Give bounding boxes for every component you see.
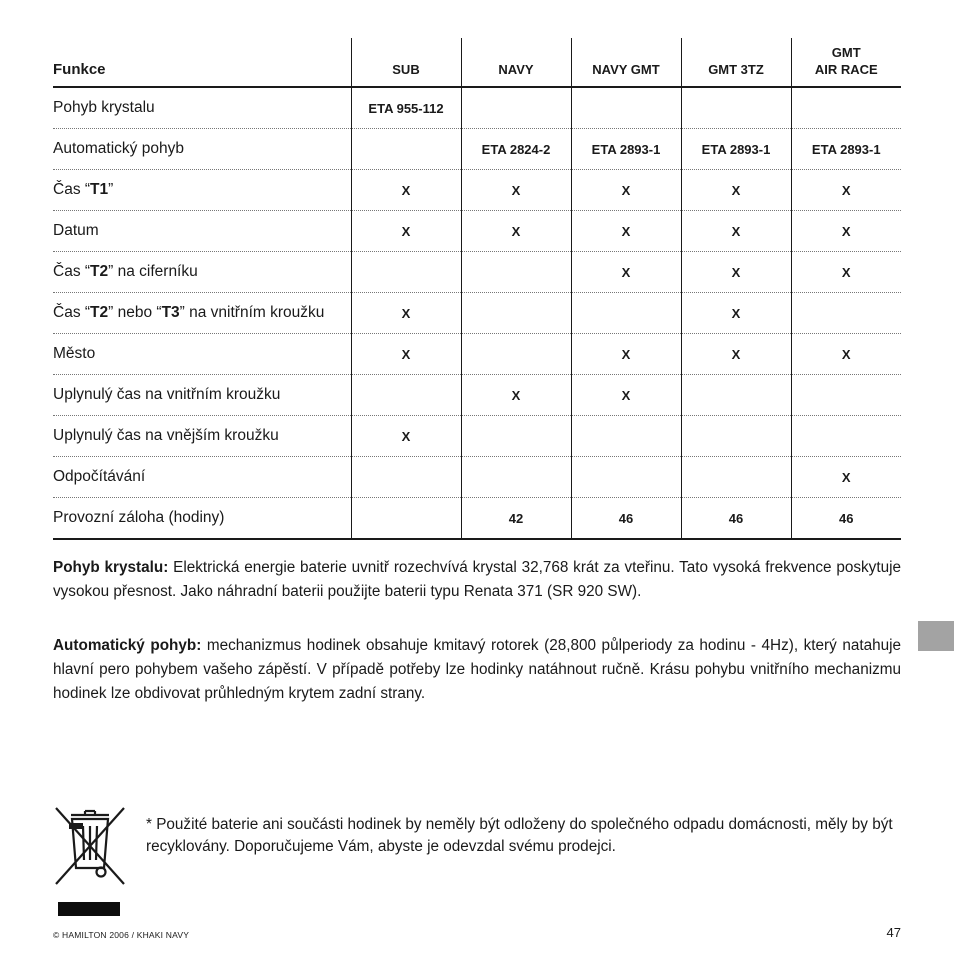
cell-gmt-air-race [791, 416, 901, 457]
table-row [53, 416, 901, 457]
row-label-text: ” nebo “ [108, 304, 162, 321]
table-row [53, 211, 901, 252]
header-gmt-3tz: GMT 3TZ [681, 38, 791, 87]
header-sub: SUB [351, 38, 461, 87]
header-navy: NAVY [461, 38, 571, 87]
cell-gmt-air-race: X [791, 457, 901, 498]
cell-sub [351, 498, 461, 540]
row-label: Automatický pohyb [53, 129, 351, 170]
row-label [53, 170, 351, 211]
cell-gmt-air-race: 46 [791, 498, 901, 540]
cell-sub: X [351, 416, 461, 457]
cell-gmt-3tz [681, 87, 791, 129]
row-label-text: Čas “ [53, 304, 91, 321]
cell-navy: ETA 2824-2 [461, 129, 571, 170]
row-label: Datum [53, 211, 351, 252]
cell-navy-gmt: X [571, 334, 681, 375]
cell-gmt-3tz [681, 375, 791, 416]
header-gmt-air-race-line2: AIR RACE [814, 62, 878, 77]
row-label: Uplynulý čas na vnitřním kroužku [53, 375, 351, 416]
cell-navy [461, 87, 571, 129]
page-number: 47 [886, 925, 901, 940]
cell-gmt-3tz [681, 416, 791, 457]
cell-gmt-3tz: X [681, 334, 791, 375]
row-label [53, 293, 351, 334]
row-label: Uplynulý čas na vnějším kroužku [53, 416, 351, 457]
header-navy-gmt: NAVY GMT [571, 38, 681, 87]
row-label-bold: T3 [161, 304, 180, 321]
cell-navy-gmt [571, 293, 681, 334]
cell-sub: X [351, 211, 461, 252]
cell-gmt-3tz: X [681, 170, 791, 211]
cell-navy [461, 457, 571, 498]
crossed-out-wheeled-bin-icon [53, 806, 127, 886]
cell-gmt-3tz: ETA 2893-1 [681, 129, 791, 170]
cell-gmt-3tz: X [681, 211, 791, 252]
cell-navy-gmt: ETA 2893-1 [571, 129, 681, 170]
cell-navy: X [461, 170, 571, 211]
cell-gmt-air-race [791, 87, 901, 129]
table-row [53, 457, 901, 498]
cell-sub: X [351, 293, 461, 334]
cell-sub [351, 252, 461, 293]
cell-gmt-air-race [791, 293, 901, 334]
table-header-row [53, 38, 901, 87]
row-label-text: ” na ciferníku [108, 263, 198, 280]
header-funkce: Funkce [53, 38, 351, 87]
table-row [53, 334, 901, 375]
cell-navy [461, 252, 571, 293]
paragraph-title: Automatický pohyb: [53, 637, 202, 654]
cell-navy-gmt [571, 457, 681, 498]
table-row [53, 170, 901, 211]
cell-navy-gmt: X [571, 375, 681, 416]
cell-gmt-3tz: X [681, 252, 791, 293]
recycling-note: * Použité baterie ani součásti hodinek by neměly být odloženy do společného odpadu domácnosti, měly by být recyklovány. Doporučujeme Vám, abyste je odevzdal svému prodejci. [146, 816, 893, 855]
cell-gmt-3tz [681, 457, 791, 498]
cell-gmt-air-race: X [791, 252, 901, 293]
cell-navy-gmt [571, 416, 681, 457]
row-label: Provozní záloha (hodiny) [53, 498, 351, 540]
cell-sub: X [351, 334, 461, 375]
row-label: Město [53, 334, 351, 375]
row-label: Pohyb krystalu [53, 87, 351, 129]
table-row [53, 498, 901, 540]
cell-sub: ETA 955-112 [351, 87, 461, 129]
side-tab-marker [918, 621, 954, 651]
table-row [53, 375, 901, 416]
cell-navy-gmt: X [571, 170, 681, 211]
cell-sub [351, 457, 461, 498]
cell-navy-gmt: 46 [571, 498, 681, 540]
row-label-text: ” na vnitřním kroužku [179, 304, 325, 321]
table-row [53, 87, 901, 129]
table-row [53, 252, 901, 293]
cell-sub: X [351, 170, 461, 211]
cell-navy: 42 [461, 498, 571, 540]
cell-gmt-air-race: X [791, 170, 901, 211]
header-gmt-air-race-line1: GMT [831, 45, 861, 60]
cell-gmt-air-race: ETA 2893-1 [791, 129, 901, 170]
cell-gmt-air-race [791, 375, 901, 416]
paragraph-automatic-movement [53, 634, 901, 706]
cell-navy-gmt: X [571, 211, 681, 252]
cell-navy [461, 416, 571, 457]
paragraph-text: mechanizmus hodinek obsahuje kmitavý rotorek (28,800 půlperiody za hodinu - 4Hz), který natahuje hlavní pero pohybem vašeho zápěstí. V případě potřeby lze hodinky natáhnout ručně. Krásu pohybu vnitřního mechanizmu hodinek lze obdivovat průhledným krytem zadní strany. [53, 637, 902, 702]
cell-gmt-3tz: 46 [681, 498, 791, 540]
cell-gmt-3tz: X [681, 293, 791, 334]
header-gmt-air-race [791, 38, 901, 87]
cell-navy-gmt: X [571, 252, 681, 293]
cell-navy: X [461, 211, 571, 252]
paragraph-crystal-movement [53, 556, 901, 604]
cell-sub [351, 375, 461, 416]
paragraph-title: Pohyb krystalu: [53, 559, 169, 576]
cell-sub [351, 129, 461, 170]
row-label-bold: T2 [90, 263, 109, 280]
footer-copyright: © HAMILTON 2006 / KHAKI NAVY [53, 930, 190, 940]
cell-navy [461, 334, 571, 375]
table-row [53, 293, 901, 334]
cell-navy: X [461, 375, 571, 416]
black-bar [58, 902, 120, 916]
row-label [53, 252, 351, 293]
paragraph-text: Elektrická energie baterie uvnitř rozechvívá krystal 32,768 krát za vteřinu. Tato vysoká frekvence poskytuje vysokou přesnost. Jako náhradní baterii použijte baterii typu Renata 371 (SR 920 SW). [53, 559, 901, 600]
row-label: Odpočítávání [53, 457, 351, 498]
cell-navy-gmt [571, 87, 681, 129]
cell-gmt-air-race: X [791, 211, 901, 252]
row-label-text: Čas “ [53, 181, 91, 198]
cell-navy [461, 293, 571, 334]
row-label-text: Čas “ [53, 263, 91, 280]
row-label-bold: T2 [90, 304, 109, 321]
row-label-bold: T1 [90, 181, 109, 198]
table-row [53, 129, 901, 170]
row-label-text: ” [108, 181, 114, 198]
functions-table [53, 38, 901, 540]
cell-gmt-air-race: X [791, 334, 901, 375]
